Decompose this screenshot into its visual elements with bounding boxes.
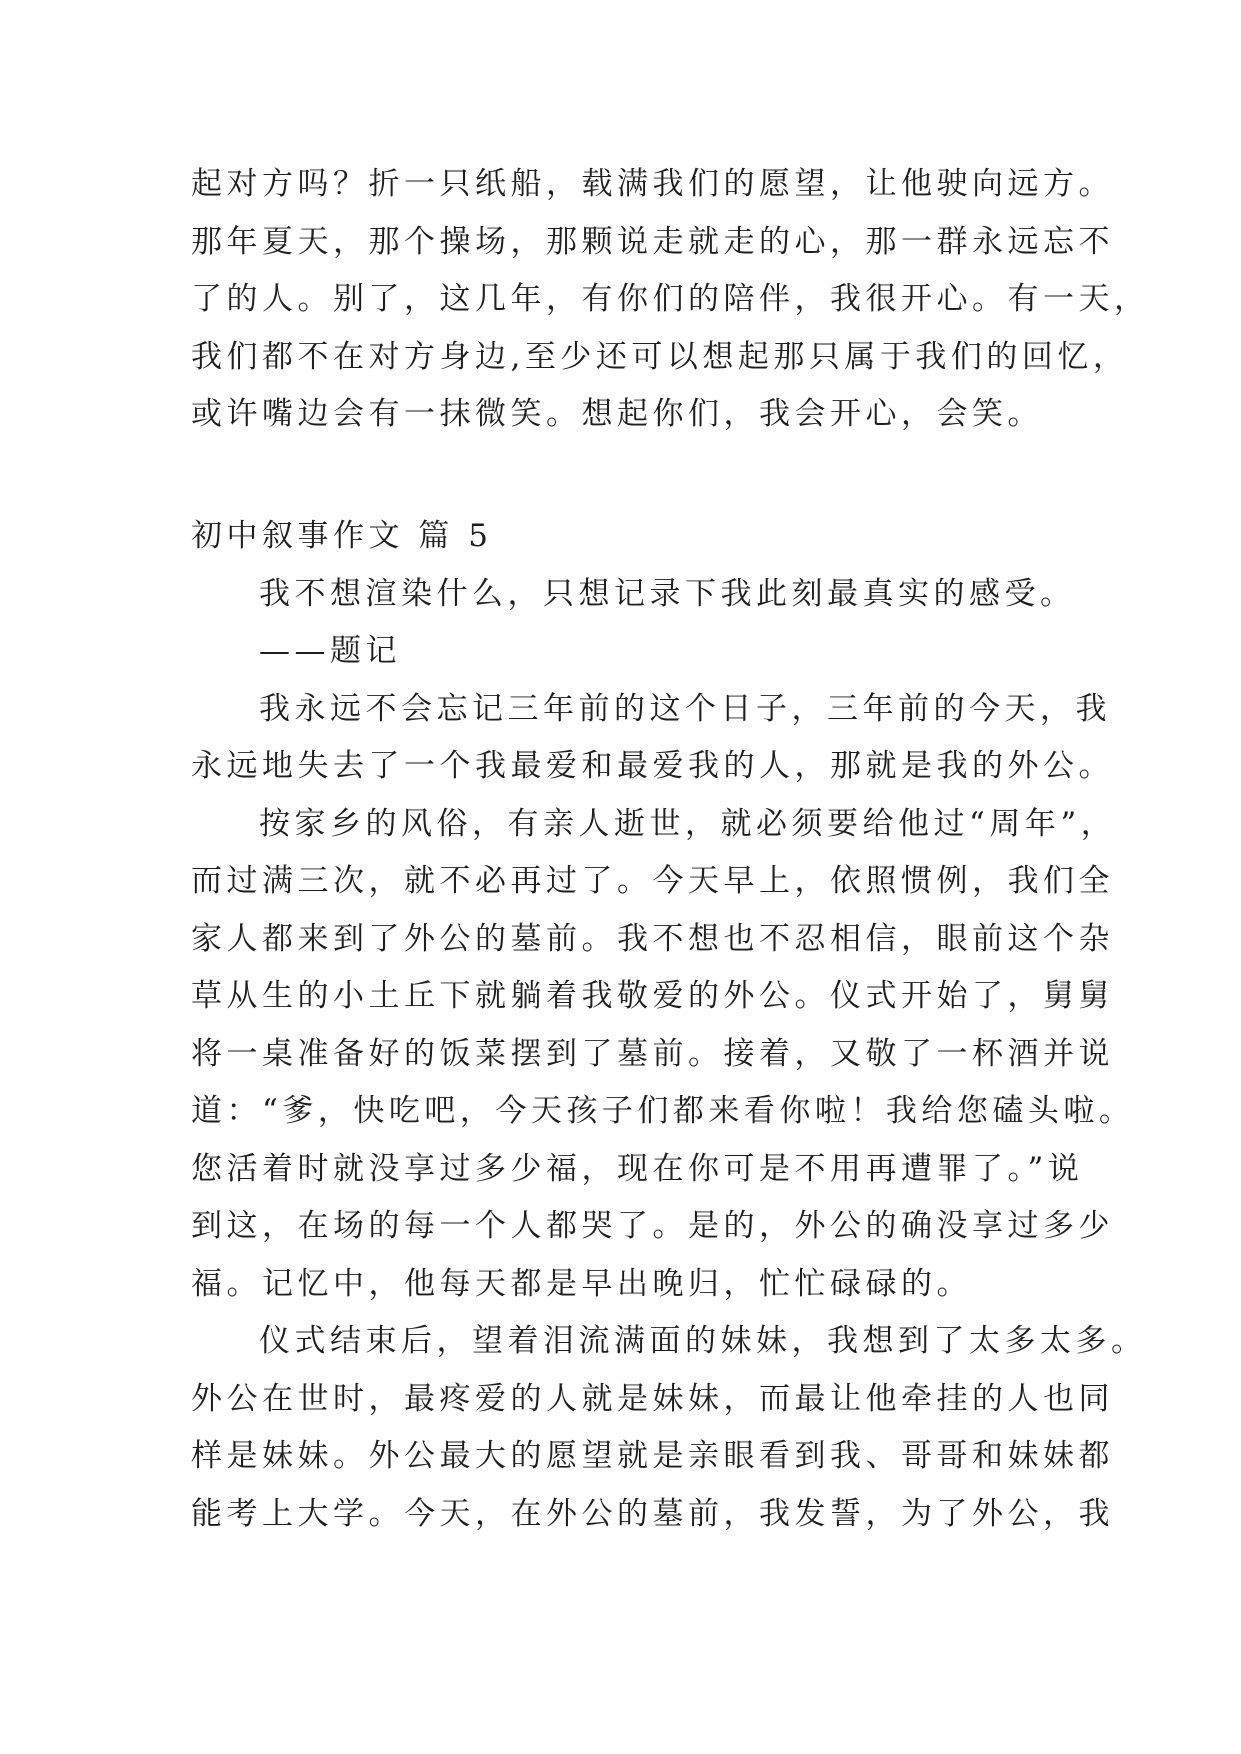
section-heading: 初中叙事作文 篇 5 bbox=[191, 518, 493, 554]
paragraph bbox=[191, 796, 1135, 1314]
epigraph-attribution: ——题记 bbox=[259, 633, 401, 669]
text-line: 我永远不会忘记三年前的这个日子，三年前的今天，我 bbox=[259, 690, 1111, 727]
text-line: 福。记忆中，他每天都是早出晚归，忙忙碌碌的。 bbox=[191, 1265, 972, 1302]
text-line: 您活着时就没享过多少福，现在你可是不用再遭罪了。”说 bbox=[191, 1150, 1084, 1187]
essay-section bbox=[191, 508, 1147, 1543]
text-line: 将一桌准备好的饭菜摆到了墓前。接着，又敬了一杯酒并说 bbox=[191, 1035, 1114, 1072]
text-line: 仪式结束后，望着泪流满面的妹妹，我想到了太多太多。 bbox=[259, 1323, 1147, 1359]
text-line: 草从生的小土丘下就躺着我敬爱的外公。仪式开始了，舅舅 bbox=[191, 978, 1114, 1014]
text-line: 我们都不在对方身边,至少还可以想起那只属于我们的回忆， bbox=[191, 338, 1129, 375]
epigraph: 我不想渲染什么，只想记录下我此刻最真实的感受。 bbox=[259, 575, 1076, 612]
previous-section-text bbox=[191, 156, 1150, 444]
text-line: 那年夏天，那个操场，那颗说走就走的心，那一群永远忘不 bbox=[191, 223, 1114, 260]
text-line: 样是妹妹。外公最大的愿望就是亲眼看到我、哥哥和妹妹都 bbox=[191, 1438, 1114, 1474]
text-line: 外公在世时，最疼爱的人就是妹妹，而最让他牵挂的人也同 bbox=[191, 1380, 1114, 1417]
text-line: 到这，在场的每一个人都哭了。是的，外公的确没享过多少 bbox=[191, 1208, 1114, 1244]
paragraph bbox=[191, 681, 1114, 796]
text-line: 或许嘴边会有一抹微笑。想起你们，我会开心，会笑。 bbox=[191, 396, 1043, 432]
text-line: 按家乡的风俗，有亲人逝世，就必须要给他过“周年”， bbox=[259, 805, 1117, 842]
text-line: 能考上大学。今天，在外公的墓前，我发誓，为了外公，我 bbox=[191, 1495, 1114, 1532]
text-line: 了的人。别了，这几年，有你们的陪伴，我很开心。有一天， bbox=[191, 281, 1150, 317]
text-line: 而过满三次，就不必再过了。今天早上，依照惯例，我们全 bbox=[191, 863, 1114, 899]
paragraph bbox=[191, 1313, 1147, 1543]
text-line: 起对方吗？折一只纸船，载满我们的愿望，让他驶向远方。 bbox=[191, 166, 1114, 202]
text-line: 永远地失去了一个我最爱和最爱我的人，那就是我的外公。 bbox=[191, 748, 1114, 784]
text-line: 家人都来到了外公的墓前。我不想也不忍相信，眼前这个杂 bbox=[191, 920, 1114, 957]
text-line: 道：“爹，快吃吧，今天孩子们都来看你啦！我给您磕头啦。 bbox=[191, 1093, 1135, 1129]
